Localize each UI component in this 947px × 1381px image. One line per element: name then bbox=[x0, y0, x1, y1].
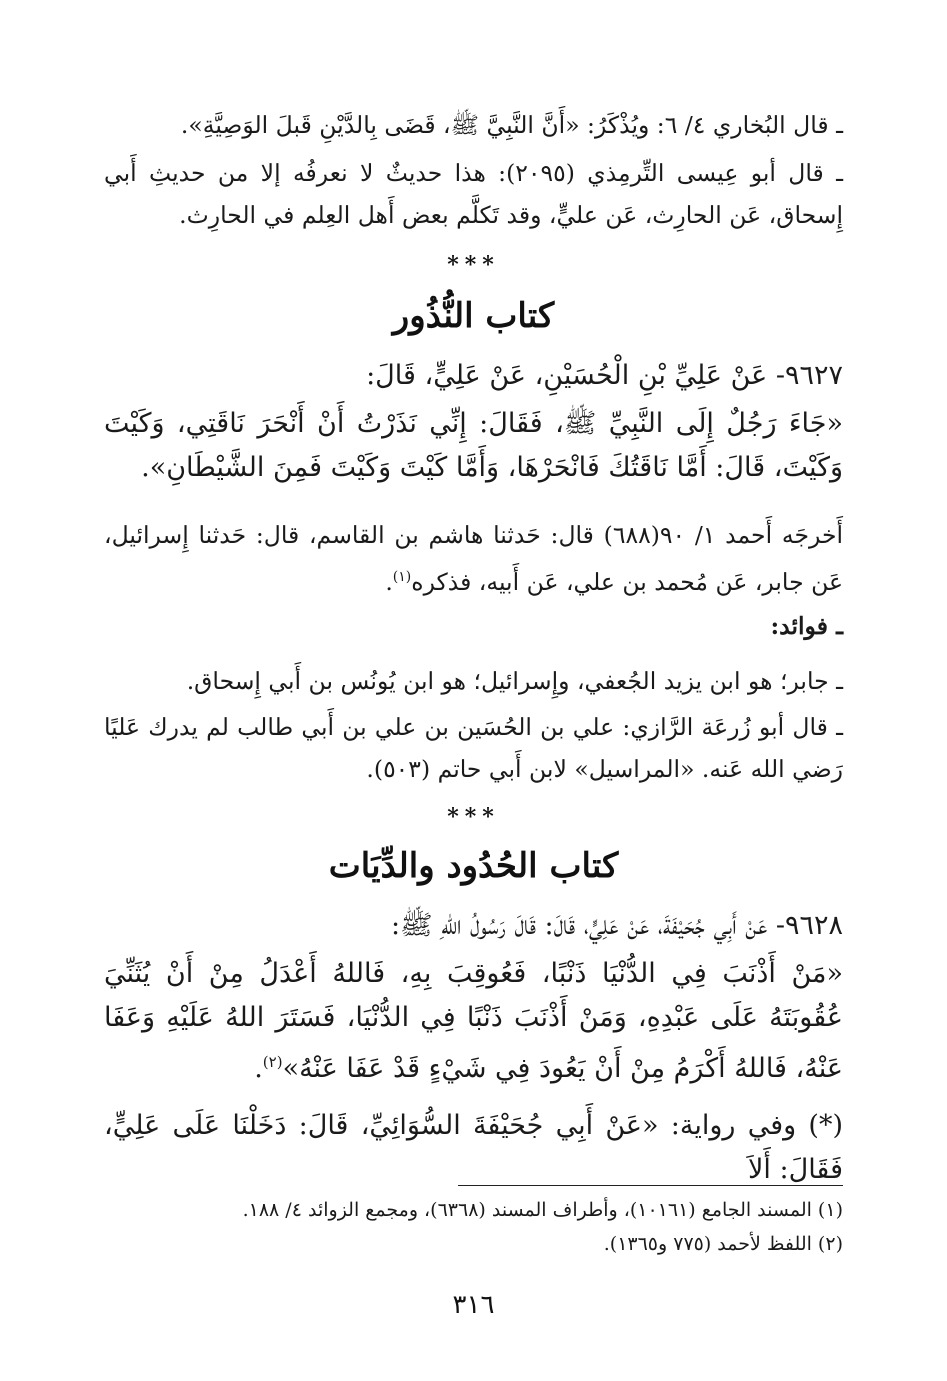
footnote-divider bbox=[458, 1185, 843, 1186]
footnote-2: (٢) اللفظ لأحمد (٧٧٥ و١٣٦٥). bbox=[603, 1233, 843, 1255]
matn-end: . bbox=[254, 1053, 263, 1084]
book-title-nudhur: كتاب النُّذُور bbox=[392, 296, 555, 336]
fawaid-jabir: ـ جابر؛ هو ابن يزيد الجُعفي، وإِسرائيل؛ هو ابن يُونُس بن أَبي إِسحاق. bbox=[186, 667, 843, 695]
book-title-hudud: كتاب الحُدُود والدِّيَات bbox=[328, 846, 619, 886]
matn-text: «مَنْ أَذْنَبَ فِي الدُّنْيَا ذَنْبًا، فَعُوقِبَ بِهِ، فَاللهُ أَعْدَلُ مِنْ أَنْ يُثَنِّيَ عُقُوبَتَهُ عَلَى عَبْدِهِ، وَمَنْ أَذْنَبَ ذَنْبًا فِي الدُّنْيَا، فَسَتَرَ اللهُ عَلَيْهِ وَعَفَا عَنْهُ، فَاللهُ أَكْرَمُ مِنْ أَنْ يَعُودَ فِي شَيْءٍ قَدْ عَفَا عَنْهُ» bbox=[104, 958, 843, 1084]
section-divider: *** bbox=[447, 804, 500, 830]
page-number: ٣١٦ bbox=[452, 1290, 495, 1320]
footnote-1: (١) المسند الجامع (١٠١٦١)، وأطراف المسند (٦٣٦٨)، ومجمع الزوائد ٤/ ١٨٨. bbox=[242, 1199, 843, 1221]
takhrij-text: أَخرجَه أَحمد ١/ ٩٠(٦٨٨) قال: حَدثنا هاشم بن القاسم، قال: حَدثنا إِسرائيل، عَن جابر، عَن مُحمد بن علي، عَن أَبيه، فذكره bbox=[104, 521, 843, 596]
bukhari-note: ـ قال البُخاري ٤/ ٦: ويُذْكَرُ: «أَنَّ النَّبِيَّ ﷺ، قَضَى بِالدَّيْنِ قَبلَ الوَصِيَّةِ». bbox=[180, 111, 843, 139]
fawaid-abu-zura: ـ قال أبو زُرعَة الرَّازي: علي بن الحُسَين بن علي بن أَبي طالب لم يدرك عَليًا رَضي الله عَنه. «المراسيل» لابن أَبي حاتم (٥٠٣). bbox=[104, 713, 843, 783]
tirmidhi-note: ـ قال أبو عِيسى التِّرمِذي (٢٠٩٥): هذا حديثٌ لا نعرفُه إلا من حديثِ أَبي إِسحاق، عَن الحارِث، عَن عليٍّ، وقد تَكلَّم بعض أَهل العِلم في الحارِث. bbox=[104, 159, 844, 229]
footnote-ref-1: (١) bbox=[392, 569, 412, 585]
footnote-ref-2: (٢) bbox=[262, 1053, 283, 1071]
hadith-9628-riwaya: (*) وفي رواية: «عَنْ أَبِي جُحَيْفَةَ السُّوَائِيِّ، قَالَ: دَخَلْنَا عَلَى عَلِيٍّ، فَقَالَ: أَلاَ bbox=[104, 1110, 843, 1185]
hadith-9627-matn: «جَاءَ رَجُلٌ إِلَى النَّبِيِّ ﷺ، فَقَالَ: إِنِّي نَذَرْتُ أَنْ أَنْحَرَ نَاقَتِي، وَكَيْتَ وَكَيْتَ، قَالَ: أَمَّا نَاقَتُكَ فَانْحَرْهَا، وَأَمَّا كَيْتَ وَكَيْتَ فَمِنَ الشَّيْطَانِ». bbox=[104, 408, 843, 483]
hadith-9627-isnad: ٩٦٢٧- عَنْ عَلِيِّ بْنِ الْحُسَيْنِ، عَنْ عَلِيٍّ، قَالَ: bbox=[366, 360, 843, 391]
section-divider: *** bbox=[447, 252, 500, 278]
hadith-9627-takhrij bbox=[104, 514, 843, 603]
hadith-9628-matn bbox=[104, 952, 843, 1091]
hadith-9628-isnad: ٩٦٢٨- عَنْ أَبِي جُحَيْفَةَ، عَنْ عَلِيٍّ، قَالَ: قَالَ رَسُولُ اللهِ ﷺ: bbox=[390, 910, 843, 941]
takhrij-end: . bbox=[385, 567, 393, 596]
fawaid-heading: ـ فوائد: bbox=[770, 612, 843, 640]
